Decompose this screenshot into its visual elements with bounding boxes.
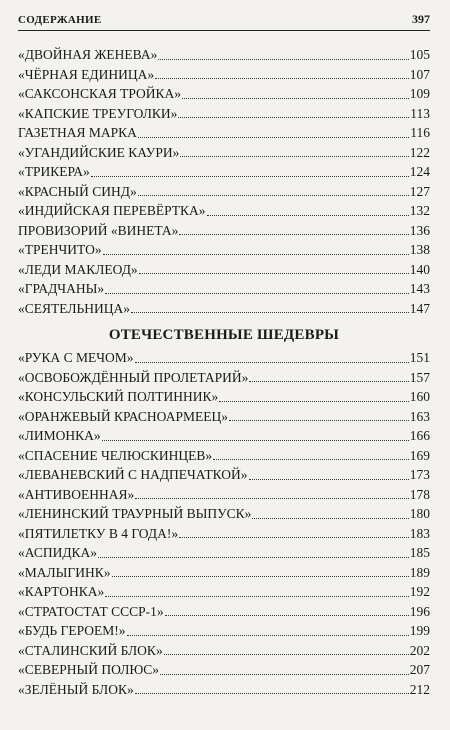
- toc-entry-title: «СЕЯТЕЛЬНИЦА»: [18, 300, 130, 316]
- toc-entry-page: 173: [409, 467, 430, 482]
- toc-entry: [18, 660, 430, 680]
- toc-entry-title: «СТАЛИНСКИЙ БЛОК»: [18, 642, 163, 658]
- toc-entry-title: ПРОВИЗОРИЙ «ВИНЕТА»: [18, 222, 179, 238]
- dot-leader: [138, 194, 409, 196]
- dot-leader: [135, 361, 409, 363]
- dot-leader: [139, 272, 409, 274]
- dot-leader: [138, 136, 409, 138]
- toc-entry-title: «МАЛЫГИНК»: [18, 564, 111, 580]
- toc-entry-title: «СЕВЕРНЫЙ ПОЛЮС»: [18, 662, 160, 677]
- toc-entry: [18, 602, 430, 622]
- toc-entry-page: 140: [409, 261, 430, 277]
- dot-leader: [98, 556, 409, 558]
- toc-entry-page: 105: [409, 47, 430, 62]
- toc-entry-title: «ТРЕНЧИТО»: [18, 242, 102, 257]
- dot-leader: [207, 214, 409, 216]
- toc-entry: [18, 299, 430, 319]
- toc-entry-title: «ПЯТИЛЕТКУ В 4 ГОДА!»: [18, 525, 179, 541]
- toc-entry-title: «ОСВОБОЖДЁННЫЙ ПРОЛЕТАРИЙ»: [18, 369, 249, 385]
- toc-entry: [18, 123, 430, 143]
- dot-leader: [91, 175, 409, 177]
- toc-entry-title: «ЛЕНИНСКИЙ ТРАУРНЫЙ ВЫПУСК»: [18, 506, 252, 521]
- toc-entry: [18, 504, 430, 524]
- toc-entry-page: 183: [409, 525, 430, 541]
- dot-leader: [160, 673, 409, 675]
- toc-entry-title: «АСПИДКА»: [18, 545, 98, 560]
- toc-entry-page: 199: [409, 623, 430, 638]
- toc-entry: [18, 543, 430, 563]
- toc-list-bottom: [18, 348, 430, 699]
- toc-entry-page: 143: [409, 281, 430, 296]
- section-heading: ОТЕЧЕСТВЕННЫЕ ШЕДЕВРЫ: [108, 327, 340, 343]
- toc-entry-page: 163: [409, 408, 430, 424]
- dot-leader: [164, 653, 409, 655]
- toc-entry-page: 116: [410, 125, 430, 140]
- toc-entry: [18, 446, 430, 466]
- toc-entry: [18, 45, 430, 65]
- dot-leader: [105, 595, 409, 597]
- toc-entry-page: 189: [409, 564, 430, 580]
- toc-entry-page: 127: [409, 183, 430, 199]
- toc-entry-title: «ОРАНЖЕВЫЙ КРАСНОАРМЕЕЦ»: [18, 408, 228, 424]
- page-number: 397: [412, 12, 430, 26]
- dot-leader: [112, 575, 409, 577]
- dot-leader: [155, 77, 409, 79]
- toc-entry: [18, 348, 430, 368]
- toc-entry-page: 207: [409, 662, 430, 677]
- dot-leader: [229, 419, 409, 421]
- toc-entry-title: «ЧЁРНАЯ ЕДИНИЦА»: [18, 66, 155, 82]
- toc-entry: [18, 201, 430, 221]
- dot-leader: [182, 97, 409, 99]
- dot-leader: [178, 116, 409, 118]
- toc-entry-title: «УГАНДИЙСКИЕ КАУРИ»: [18, 144, 180, 160]
- dot-leader: [165, 614, 409, 616]
- toc-entry: [18, 221, 430, 241]
- toc-entry: [18, 104, 430, 124]
- toc-entry-title: «СПАСЕНИЕ ЧЕЛЮСКИНЦЕВ»: [18, 447, 213, 463]
- dot-leader: [105, 292, 409, 294]
- toc-entry: [18, 407, 430, 427]
- toc-entry: [18, 162, 430, 182]
- toc-entry-page: 166: [409, 428, 430, 443]
- section-title: СОДЕРЖАНИЕ: [18, 14, 102, 26]
- toc-entry-page: 196: [409, 603, 430, 619]
- dot-leader: [252, 517, 408, 519]
- toc-entry-title: «ДВОЙНАЯ ЖЕНЕВА»: [18, 47, 158, 62]
- dot-leader: [219, 400, 409, 402]
- toc-entry-title: «ЛЕВАНЕВСКИЙ С НАДПЕЧАТКОЙ»: [18, 467, 248, 482]
- toc-entry: [18, 240, 430, 260]
- toc-entry-page: 124: [409, 164, 430, 179]
- toc-entry: [18, 563, 430, 583]
- toc-entry-page: 138: [409, 242, 430, 257]
- toc-entry: [18, 387, 430, 407]
- toc-entry-title: «ИНДИЙСКАЯ ПЕРЕВЁРТКА»: [18, 203, 206, 218]
- toc-entry-title: «БУДЬ ГЕРОЕМ!»: [18, 623, 126, 638]
- toc-entry: [18, 680, 430, 700]
- toc-entry: [18, 426, 430, 446]
- dot-leader: [135, 692, 409, 694]
- toc-entry: [18, 279, 430, 299]
- dot-leader: [158, 58, 408, 60]
- dot-leader: [103, 253, 409, 255]
- toc-entry: [18, 368, 430, 388]
- toc-entry-title: «РУКА С МЕЧОМ»: [18, 350, 134, 365]
- toc-entry-page: 132: [409, 203, 430, 218]
- toc-entry-page: 107: [409, 66, 430, 82]
- toc-entry-title: «КАРТОНКА»: [18, 584, 105, 599]
- toc-entry-page: 185: [409, 545, 430, 560]
- table-of-contents: [18, 45, 430, 699]
- toc-entry: [18, 84, 430, 104]
- toc-entry: [18, 524, 430, 544]
- toc-entry-title: «АНТИВОЕННАЯ»: [18, 486, 135, 502]
- toc-entry: [18, 621, 430, 641]
- dot-leader: [135, 497, 409, 499]
- toc-entry: [18, 182, 430, 202]
- dot-leader: [127, 634, 409, 636]
- toc-entry-page: 113: [410, 105, 430, 121]
- dot-leader: [179, 233, 408, 235]
- toc-entry-title: «КОНСУЛЬСКИЙ ПОЛТИННИК»: [18, 389, 219, 404]
- running-header: [18, 12, 430, 31]
- toc-list-top: [18, 45, 430, 318]
- toc-entry-page: 202: [409, 642, 430, 658]
- dot-leader: [249, 478, 409, 480]
- toc-entry-title: «ЛИМОНКА»: [18, 428, 101, 443]
- toc-entry-page: 122: [409, 144, 430, 160]
- toc-entry-title: «ЗЕЛЁНЫЙ БЛОК»: [18, 681, 134, 697]
- dot-leader: [180, 155, 408, 157]
- dot-leader: [213, 458, 409, 460]
- toc-entry-page: 157: [409, 369, 430, 385]
- toc-entry-page: 109: [409, 86, 430, 101]
- toc-entry-page: 192: [409, 584, 430, 599]
- toc-entry: [18, 641, 430, 661]
- toc-entry-title: «КРАСНЫЙ СИНД»: [18, 183, 137, 199]
- dot-leader: [179, 536, 409, 538]
- toc-entry-page: 212: [409, 681, 430, 697]
- toc-entry: [18, 143, 430, 163]
- toc-entry: [18, 582, 430, 602]
- toc-entry: [18, 465, 430, 485]
- toc-entry-title: «СТРАТОСТАТ СССР-1»: [18, 603, 164, 619]
- toc-entry-page: 147: [409, 300, 430, 316]
- toc-entry-page: 169: [409, 447, 430, 463]
- dot-leader: [102, 439, 409, 441]
- toc-entry-title: «КАПСКИЕ ТРЕУГОЛКИ»: [18, 105, 178, 121]
- toc-entry-title: «ГРАДЧАНЫ»: [18, 281, 105, 296]
- toc-entry-page: 136: [409, 222, 430, 238]
- dot-leader: [131, 311, 409, 313]
- toc-entry-title: «ТРИКЕРА»: [18, 164, 90, 179]
- toc-entry: [18, 260, 430, 280]
- dot-leader: [249, 380, 408, 382]
- toc-entry-page: 180: [409, 506, 430, 521]
- toc-entry-title: «САКСОНСКАЯ ТРОЙКА»: [18, 86, 182, 101]
- toc-entry-page: 160: [409, 389, 430, 404]
- toc-entry: [18, 485, 430, 505]
- toc-entry-title: ГАЗЕТНАЯ МАРКА: [18, 125, 137, 140]
- toc-entry-title: «ЛЕДИ МАКЛЕОД»: [18, 261, 138, 277]
- toc-entry: [18, 65, 430, 85]
- toc-entry-page: 151: [409, 350, 430, 365]
- toc-entry-page: 178: [409, 486, 430, 502]
